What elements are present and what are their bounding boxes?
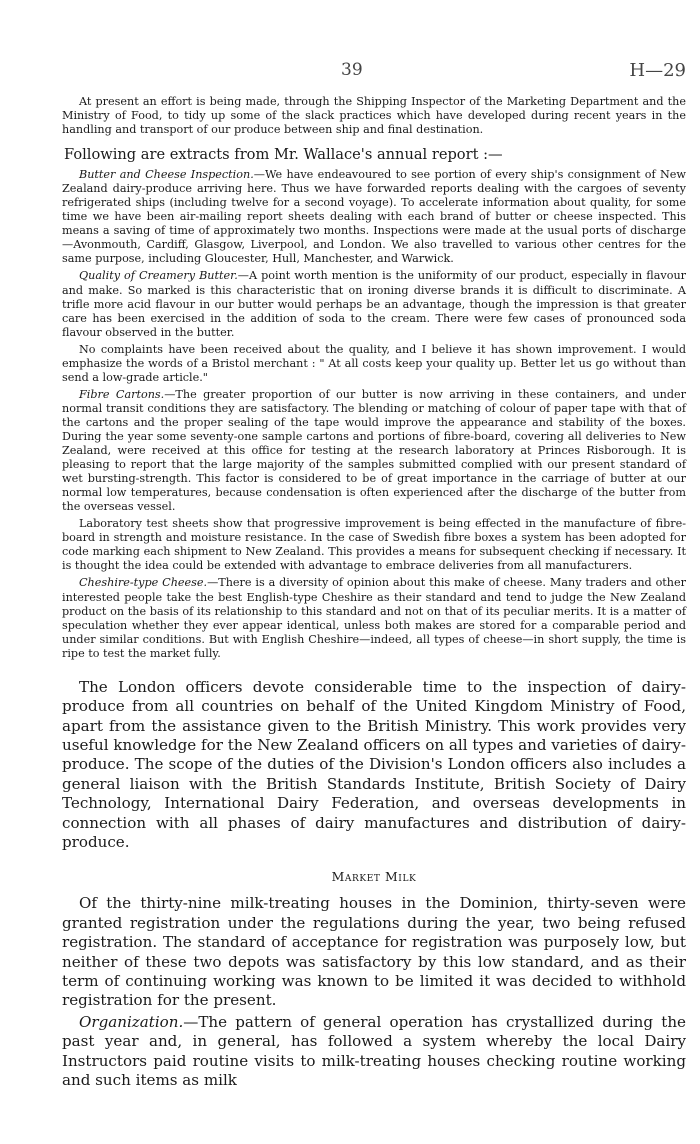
extracts-intro: Following are extracts from Mr. Wallace's annual report :— xyxy=(64,146,503,164)
intro-paragraph: At present an effort is being made, through the Shipping Inspector of the Marketing Department and the Ministry of Food, to tidy up some of the slack practices which have developed during recent years in the handling and transport of our produce between ship and final destination. xyxy=(62,95,686,137)
extract-paragraph-butter-inspection xyxy=(62,168,686,266)
organization-lead: Organization. xyxy=(79,1012,184,1031)
page-body xyxy=(62,95,686,1090)
market-milk-paragraph: Of the thirty-nine milk-treating houses in the Dominion, thirty-seven were granted registration under the regulations during the year, two being refused registration. The standard of acceptance for registration was purposely low, but neither of these two depots was satisfactory by this low standard, and as their term of continuing working was known to be limited it was decided to withhold registration for the present. xyxy=(62,894,686,1010)
london-officers-paragraph: The London officers devote considerable time to the inspection of dairy-produce from all countries on behalf of the United Kingdom Ministry of Food, apart from the assistance given to the British Ministry. This work provides very useful knowledge for the New Zealand officers on all types and varieties of dairy-produce. The scope of the duties of the Division's London officers also includes a general liaison with the British Standards Institute, British Society of Dairy Technology, International Dairy Federation, and overseas developments in connection with all phases of dairy manufactures and distribution of dairy-produce. xyxy=(62,677,686,851)
page-number: 39 xyxy=(341,60,363,80)
extract-text: —The greater proportion of our butter is now arriving in these containers, and under normal transit conditions they are satisfactory. The blending or matching of colour of paper tape with that of the cartons and the proper sealing of the tape would improve the appearance and stability of the boxes. During the year some seventy-one sample cartons and portions of fibre-board, covering all deliveries to New Zealand, were received at this office for testing at the research laboratory at Princes Risborough. It is pleasing to report that the large majority of the samples submitted complied with our present standard of wet bursting-strength. This factor is considered to be of great importance in the carriage of butter at our normal low temperatures, because condensation is often experienced after the discharge of the butter from the overseas vessel. xyxy=(62,387,686,514)
extract-text: —A point worth mention is the uniformity of our product, especially in flavour and make. So marked is this characteristic that on ironing diverse brands it is difficult to discriminate. A trifle more acid flavour in our butter would perhaps be an advantage, though the impression is that greater care has been exercised in the addition of soda to the cream. There were few cases of pronounced soda flavour observed in the butter. xyxy=(62,269,686,339)
page-header xyxy=(62,60,686,80)
organization-paragraph xyxy=(62,1013,686,1091)
extract-paragraph-fibre-cartons xyxy=(62,388,686,514)
report-extracts xyxy=(62,168,686,661)
extract-text: —There is a diversity of opinion about this make of cheese. Many traders and other interested people take the best English-type Cheshire as their standard and tend to judge the New Zealand product on the basis of its relationship to this standard and not on that of its peculiar merits. It is a matter of speculation whether they ever appear identical, unless both makes are stored for a comparable period and under similar conditions. But with English Cheshire—indeed, all types of cheese—in short supply, the time is ripe to test the market fully. xyxy=(62,576,686,660)
extract-lead: Butter and Cheese Inspection. xyxy=(79,168,254,182)
section-heading-market-milk: Market Milk xyxy=(331,869,417,885)
extract-text: Laboratory test sheets show that progressive improvement is being effected in the manufacture of fibre-board in strength and moisture resistance. In the case of Swedish fibre boxes a system has been adopted for code marking each shipment to New Zealand. This provides a means for subsequent checking if necessary. It is thought the idea could be extended with advantage to embrace deliveries from all manufacturers. xyxy=(62,517,686,573)
document-code: H—29 xyxy=(629,60,686,81)
extract-lead: Fibre Cartons. xyxy=(79,387,165,401)
extract-text: —We have endeavoured to see portion of every ship's consignment of New Zealand dairy-produce arriving here. Thus we have forwarded reports dealing with the cargoes of seventy refrigerated ships (including twelve for a second voyage). To accelerate information about quality, for some time we have been air-mailing report sheets dealing with each brand of butter or cheese inspected. This means a saving of time of approximately two months. Inspections were made at the usual ports of discharge—Avonmouth, Cardiff, Glasgow, Liverpool, and London. We also travelled to various other centres for the same purpose, including Gloucester, Hull, Manchester, and Warwick. xyxy=(62,168,687,266)
extract-lead: Quality of Creamery Butter. xyxy=(79,269,238,283)
extract-paragraph-laboratory-tests xyxy=(62,517,686,573)
extract-lead: Cheshire-type Cheese. xyxy=(79,576,208,590)
extract-text: No complaints have been received about the quality, and I believe it has shown improvement. I would emphasize the words of a Bristol merchant : " At all costs keep your quality up. Better let us go without than send a low-grade article." xyxy=(62,342,686,384)
extract-paragraph-cheshire-cheese xyxy=(62,576,686,660)
extract-paragraph-creamery-butter xyxy=(62,269,686,339)
extract-paragraph-complaints xyxy=(62,343,686,385)
organization-text: —The pattern of general operation has crystallized during the past year and, in general, has followed a system whereby the local Dairy Instructors paid routine visits to milk-treating houses checking routine working and such items as milk xyxy=(62,1012,686,1090)
